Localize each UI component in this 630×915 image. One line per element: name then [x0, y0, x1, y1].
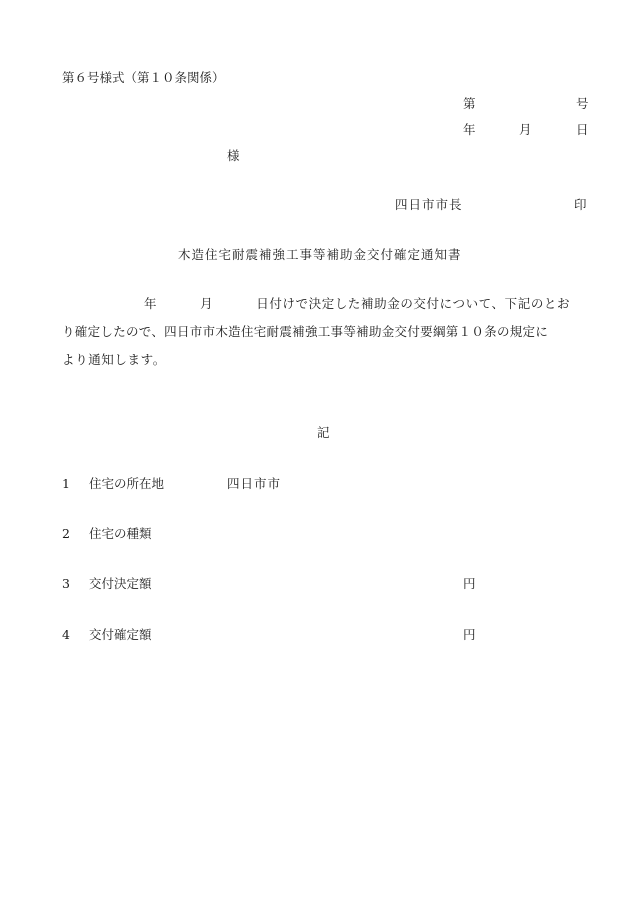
item-1-value: 四日市市 — [227, 476, 282, 491]
body-line-1 — [62, 298, 592, 326]
item-2-label: 住宅の種類 — [89, 526, 152, 541]
item-4-label: 交付確定額 — [89, 627, 152, 642]
item-3-number: 3 — [62, 576, 70, 591]
date-month: 月 — [519, 122, 532, 137]
item-4-number: 4 — [62, 627, 70, 642]
body-line-1-rest: 日付けで決定した補助金の交付について、下記のとお — [256, 296, 571, 311]
item-2-number: 2 — [62, 526, 70, 541]
body-month: 月 — [200, 296, 214, 311]
doc-number-prefix: 第 — [463, 96, 476, 111]
item-4-unit: 円 — [463, 627, 476, 642]
item-3-unit: 円 — [463, 576, 476, 591]
date-day: 日 — [576, 122, 589, 137]
document-title: 木造住宅耐震補強工事等補助金交付確定通知書 — [178, 247, 462, 262]
body-line-3: より通知します。 — [62, 352, 166, 367]
ki-heading: 記 — [317, 425, 330, 440]
item-1-label: 住宅の所在地 — [89, 476, 165, 491]
issuer-name: 四日市市長 — [395, 197, 463, 212]
body-line-2: り確定したので、四日市市木造住宅耐震補強工事等補助金交付要綱第１０条の規定に — [62, 324, 549, 339]
seal-mark: 印 — [574, 197, 587, 212]
body-paragraph — [62, 298, 592, 382]
item-1-number: 1 — [62, 476, 70, 491]
item-3-label: 交付決定額 — [89, 576, 152, 591]
recipient-suffix: 様 — [227, 148, 240, 163]
doc-number-suffix: 号 — [576, 96, 589, 111]
date-year: 年 — [463, 122, 476, 137]
body-year: 年 — [144, 296, 158, 311]
form-number: 第６号様式（第１０条関係） — [62, 70, 225, 85]
